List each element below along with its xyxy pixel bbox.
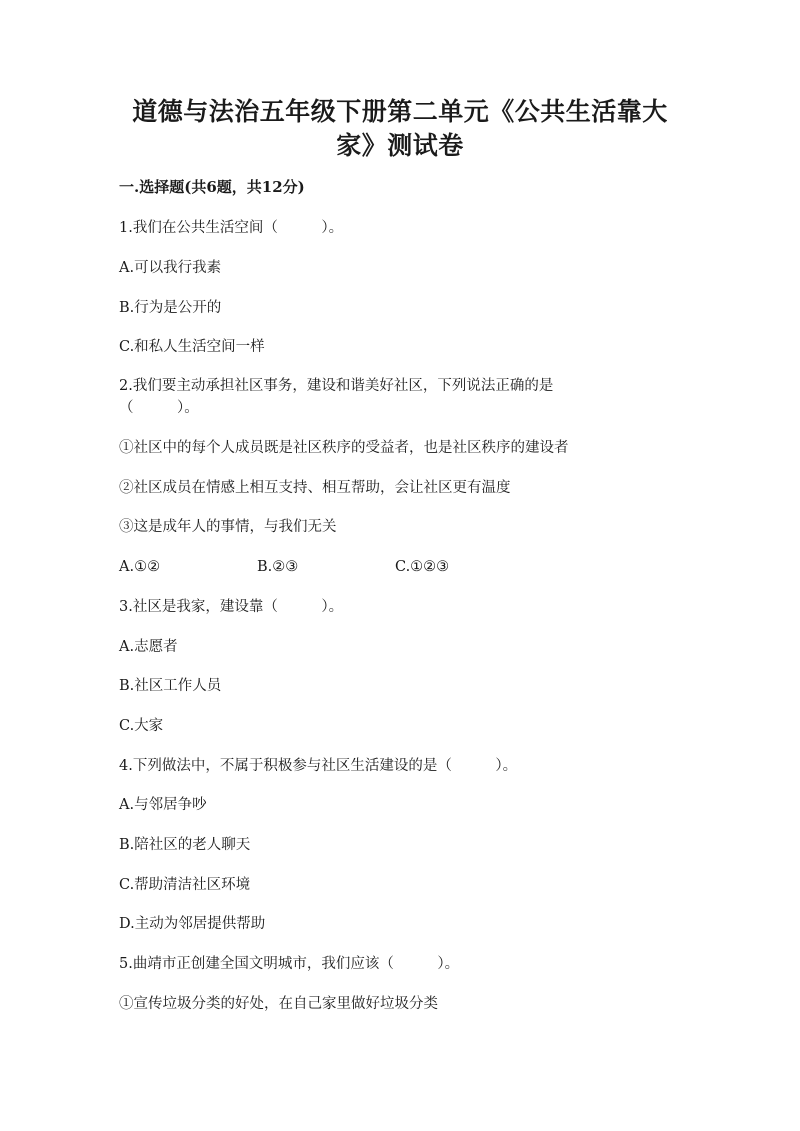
question-4-stem: 4.下列做法中，不属于积极参与社区生活建设的是（ ）。: [119, 758, 518, 774]
question-3-option-c: C.大家: [119, 718, 164, 734]
question-2-option-a: A.①②: [119, 559, 161, 575]
question-2-option-c: C.①②③: [395, 559, 450, 575]
question-2-stem-line-1: 2.我们要主动承担社区事务，建设和谐美好社区，下列说法正确的是: [119, 378, 554, 394]
question-2-stem-line-2: （ ）。: [119, 400, 199, 416]
section-heading: 一.选择题(共6题，共12分): [119, 178, 305, 196]
question-2-statement-1: ①社区中的每个人成员既是社区秩序的受益者，也是社区秩序的建设者: [119, 440, 569, 456]
question-4-option-a: A.与邻居争吵: [119, 797, 207, 813]
question-1-option-c: C.和私人生活空间一样: [119, 339, 265, 355]
question-2-options: [119, 556, 619, 578]
question-4-option-d: D.主动为邻居提供帮助: [119, 916, 266, 932]
question-1-stem: 1.我们在公共生活空间（ ）。: [119, 220, 344, 236]
question-5-stem: 5.曲靖市正创建全国文明城市，我们应该（ ）。: [119, 956, 460, 972]
question-3-option-a: A.志愿者: [119, 639, 178, 655]
question-1-option-b: B.行为是公开的: [119, 300, 222, 316]
question-5-statement-1: ①宣传垃圾分类的好处，在自己家里做好垃圾分类: [119, 996, 438, 1012]
exam-title-line-1: 道德与法治五年级下册第二单元《公共生活靠大: [132, 97, 668, 126]
question-2-option-b: B.②③: [257, 559, 299, 575]
question-2-statement-3: ③这是成年人的事情，与我们无关: [119, 519, 337, 535]
question-2-statement-2: ②社区成员在情感上相互支持、相互帮助，会让社区更有温度: [119, 480, 511, 496]
question-3-stem: 3.社区是我家，建设靠（ ）。: [119, 599, 344, 615]
question-4-option-c: C.帮助清洁社区环境: [119, 877, 251, 893]
question-1-option-a: A.可以我行我素: [119, 260, 222, 276]
question-4-option-b: B.陪社区的老人聊天: [119, 837, 251, 853]
exam-title-line-2: 家》测试卷: [336, 131, 464, 160]
question-3-option-b: B.社区工作人员: [119, 678, 222, 694]
